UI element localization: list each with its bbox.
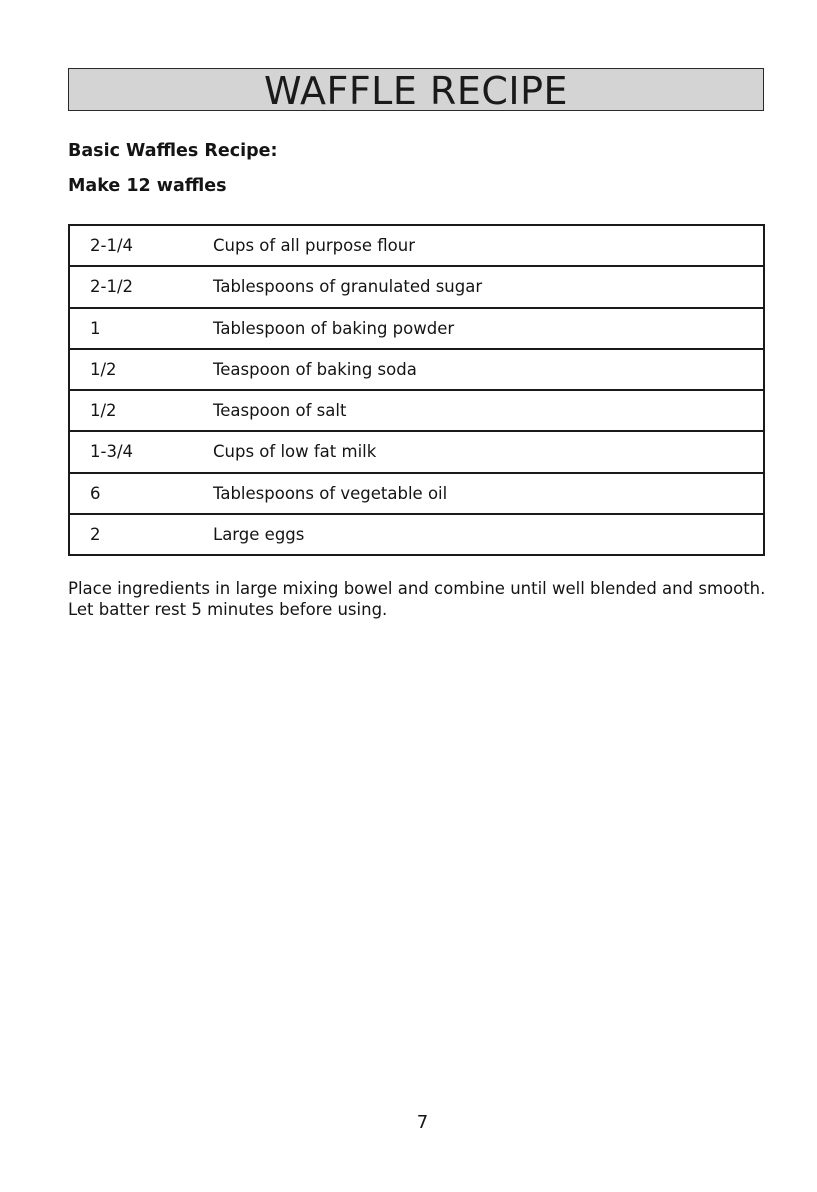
page-number: 7 [416,1112,429,1133]
instructions-paragraph [68,578,768,620]
ingredients-table [68,224,765,556]
ingredient-quantity: 2 [90,524,101,544]
ingredient-quantity: 1 [90,318,101,338]
recipe-name-heading: Basic Waffles Recipe: [68,141,278,161]
ingredient-description: Teaspoon of baking soda [213,359,417,379]
ingredient-description: Teaspoon of salt [213,401,347,421]
ingredient-quantity: 2-1/4 [90,236,134,256]
ingredient-quantity: 1/2 [90,401,117,421]
ingredient-description: Large eggs [213,524,305,544]
ingredient-quantity: 1/2 [90,359,117,379]
instructions-line: Place ingredients in large mixing bowel and combine until well blended and smooth. [68,579,766,598]
ingredient-description: Tablespoon of baking powder [213,318,455,338]
ingredient-row [70,515,763,554]
instructions-line: Let batter rest 5 minutes before using. [68,600,388,619]
ingredient-description: Cups of low fat milk [213,442,377,462]
recipe-yield-heading: Make 12 waffles [68,176,227,196]
ingredient-quantity: 2-1/2 [90,277,134,297]
ingredient-row [70,391,763,432]
ingredient-row [70,432,763,473]
page-title: WAFFLE RECIPE [263,68,569,113]
ingredient-row [70,226,763,267]
ingredient-row [70,267,763,308]
ingredient-row [70,350,763,391]
ingredient-quantity: 6 [90,483,101,503]
title-banner [68,68,764,111]
ingredient-quantity: 1-3/4 [90,442,134,462]
ingredient-row [70,474,763,515]
ingredient-description: Tablespoons of vegetable oil [213,483,448,503]
ingredient-description: Tablespoons of granulated sugar [213,277,483,297]
ingredient-row [70,309,763,350]
ingredient-description: Cups of all purpose flour [213,236,415,256]
